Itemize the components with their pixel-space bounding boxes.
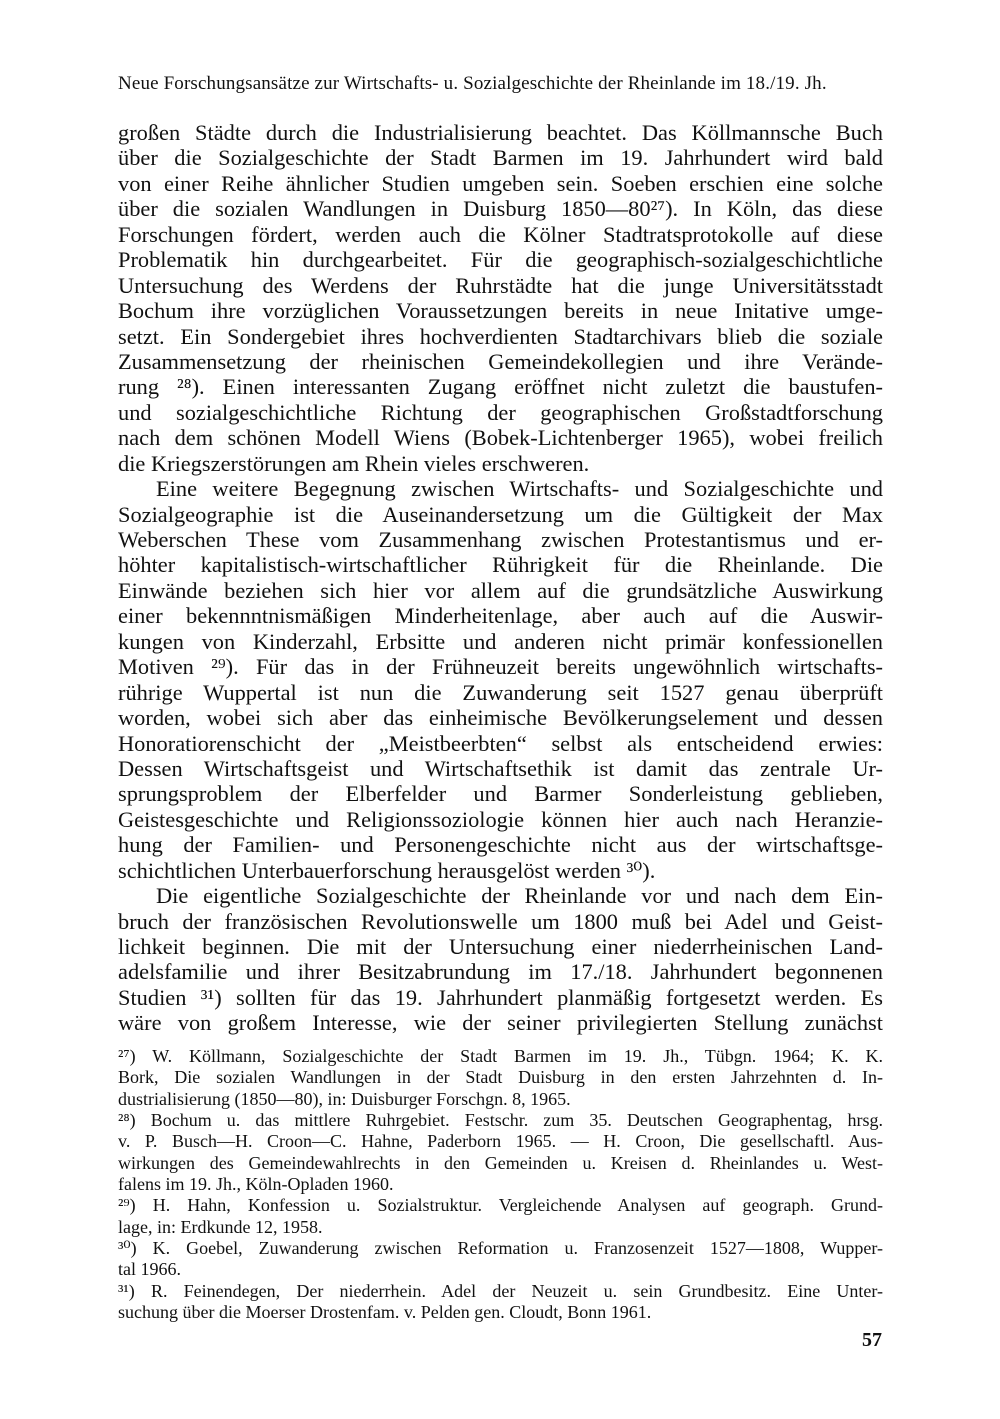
- text-line: Studien ³¹) sollten für das 19. Jahrhundert planmäßig fortgesetzt werden. Es: [118, 984, 883, 1010]
- text-line: wäre von großem Interesse, wie der seiner privilegierten Stellung zunächst: [118, 1010, 883, 1036]
- text-line: Problematik hin durchgearbeitet. Für die geographisch-sozialgeschichtliche: [118, 247, 883, 273]
- footnote-line: v. P. Busch—H. Croon—C. Hahne, Paderborn 1965. — H. Croon, Die gesellschaftl. Aus-: [118, 1131, 883, 1152]
- footnote-line: suchung über die Moerser Drostenfam. v. Pelden gen. Cloudt, Bonn 1961.: [118, 1302, 652, 1323]
- text-line: Einwände beziehen sich hier vor allem auf die grundsätzliche Auswirkung: [118, 577, 883, 603]
- text-line: über die Sozialgeschichte der Stadt Barmen im 19. Jahrhundert wird bald: [118, 145, 883, 171]
- footnote-line: ³⁰) K. Goebel, Zuwanderung zwischen Reformation u. Franzosenzeit 1527—1808, Wupper-: [118, 1238, 883, 1259]
- text-line: adelsfamilie und ihrer Besitzabrundung im 17./18. Jahrhundert begonnenen: [118, 959, 883, 985]
- text-line: Untersuchung des Werdens der Ruhrstädte hat die junge Universitätsstadt: [118, 272, 883, 298]
- text-line: sprungsproblem der Elberfelder und Barmer Sonderleistung geblieben,: [118, 781, 883, 807]
- text-line: schichtlichen Unterbauerforschung herausgelöst werden ³⁰).: [118, 857, 656, 883]
- footnote-line: lage, in: Erdkunde 12, 1958.: [118, 1216, 323, 1237]
- text-line: Dessen Wirtschaftsgeist und Wirtschaftsethik ist damit das zentrale Ur-: [118, 755, 883, 781]
- text-line: von einer Reihe ähnlicher Studien umgeben sein. Soeben erschien eine solche: [118, 170, 883, 196]
- text-line: und sozialgeschichtliche Richtung der geographischen Großstadtforschung: [118, 399, 883, 425]
- footnote-line: tal 1966.: [118, 1259, 181, 1280]
- text-line: Weberschen These vom Zusammenhang zwischen Protestantismus und er-: [118, 527, 883, 552]
- page-number: 57: [862, 1329, 882, 1351]
- footnote-line: wirkungen des Gemeindewahlrechts in den Gemeinden u. Kreisen d. Rheinlandes u. West-: [118, 1152, 883, 1173]
- text-line: rührige Wuppertal ist nun die Zuwanderung seit 1527 genau überprüft: [118, 679, 883, 705]
- text-line: kungen von Kinderzahl, Erbsitte und anderen nicht primär konfessionellen: [118, 628, 883, 654]
- text-line: Forschungen fördert, werden auch die Kölner Stadtratsprotokolle auf diese: [118, 221, 883, 247]
- footnote-line: ³¹) R. Feinendegen, Der niederrhein. Adel der Neuzeit u. sein Grundbesitz. Eine Unter-: [118, 1280, 883, 1301]
- text-line: Geistesgeschichte und Religionssoziologie können hier auch nach Heranzie-: [118, 806, 883, 832]
- text-line: worden, wobei sich aber das einheimische Bevölkerungselement und dessen: [118, 705, 883, 731]
- text-line: höhter kapitalistisch-wirtschaftlicher Rührigkeit für die Rheinlande. Die: [118, 552, 883, 578]
- body-text: [118, 120, 883, 1036]
- footnote-line: Bork, Die sozialen Wandlungen in der Stadt Duisburg in den ersten Jahrzehnten d. In-: [118, 1067, 883, 1088]
- text-line: bruch der französischen Revolutionswelle um 1800 muß bei Adel und Geist-: [118, 908, 883, 934]
- text-line: setzt. Ein Sondergebiet ihres hochverdienten Stadtarchivars blieb die soziale: [118, 323, 883, 349]
- text-line: Eine weitere Begegnung zwischen Wirtschafts- und Sozialgeschichte und: [156, 476, 883, 502]
- text-line: die Kriegszerstörungen am Rhein vieles erschweren.: [118, 450, 590, 476]
- text-line: Motiven ²⁹). Für das in der Frühneuzeit bereits ungewöhnlich wirtschafts-: [118, 654, 883, 680]
- text-line: hung der Familien- und Personengeschichte nicht aus der wirtschaftsge-: [118, 832, 883, 858]
- text-line: Honoratiorenschicht der „Meistbeerbten“ selbst als entscheidend erwies:: [118, 730, 883, 756]
- footnote-line: falens im 19. Jh., Köln-Opladen 1960.: [118, 1174, 394, 1195]
- text-line: einer bekennntnismäßigen Minderheitenlage, aber auch auf die Auswir-: [118, 603, 883, 629]
- footnote-line: ²⁸) Bochum u. das mittlere Ruhrgebiet. Festschr. zum 35. Deutschen Geographentag, hrsg.: [118, 1110, 883, 1131]
- text-line: lichkeit beginnen. Die mit der Untersuchung einer niederrheinischen Land-: [118, 934, 883, 959]
- footnote-line: ²⁹) H. Hahn, Konfession u. Sozialstruktur. Vergleichende Analysen auf geograph. Grund-: [118, 1195, 883, 1216]
- text-line: Zusammensetzung der rheinischen Gemeindekollegien und ihre Verände-: [118, 348, 883, 374]
- text-line: Die eigentliche Sozialgeschichte der Rheinlande vor und nach dem Ein-: [156, 883, 883, 909]
- text-line: nach dem schönen Modell Wiens (Bobek-Lichtenberger 1965), wobei freilich: [118, 425, 883, 451]
- text-line: Sozialgeographie ist die Auseinandersetzung um die Gültigkeit der Max: [118, 501, 883, 527]
- running-head: Neue Forschungsansätze zur Wirtschafts- u. Sozialgeschichte der Rheinlande im 18./19. Jh.: [118, 73, 827, 94]
- text-line: Bochum ihre vorzüglichen Voraussetzungen bereits in neue Initative umge-: [118, 298, 883, 324]
- text-line: rung ²⁸). Einen interessanten Zugang eröffnet nicht zuletzt die baustufen-: [118, 374, 883, 400]
- footnote-line: ²⁷) W. Köllmann, Sozialgeschichte der Stadt Barmen im 19. Jh., Tübgn. 1964; K. K.: [118, 1046, 883, 1066]
- footnote-line: dustrialisierung (1850—80), in: Duisburger Forschgn. 8, 1965.: [118, 1088, 571, 1109]
- footnotes: [118, 1046, 883, 1323]
- text-line: großen Städte durch die Industrialisierung beachtet. Das Köllmannsche Buch: [118, 120, 883, 145]
- text-line: über die sozialen Wandlungen in Duisburg 1850—80²⁷). In Köln, das diese: [118, 196, 883, 222]
